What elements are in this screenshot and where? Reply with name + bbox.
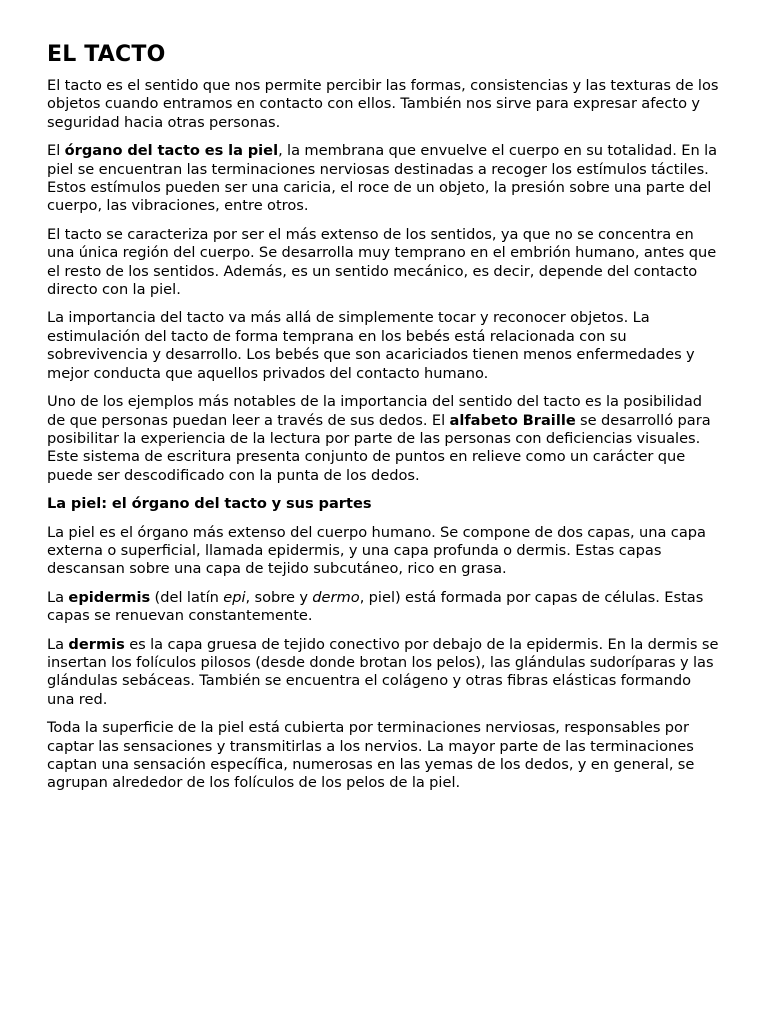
paragraph-organ (47, 142, 721, 216)
paragraph-epidermis (47, 589, 721, 626)
paragraph-nerve-endings (47, 719, 721, 793)
paragraph-organ-pre: El (47, 142, 65, 160)
paragraph-epidermis-mid2: , sobre y (245, 588, 313, 606)
section-subheading-text: La piel: el órgano del tacto y sus partes (47, 495, 372, 513)
paragraph-organ-post: , la membrana que envuelve el cuerpo en su totalidad. En la piel se encuentran las terminaciones nerviosas destinadas a recoger los estímulos táctiles. Estos estímulos pueden ser una caricia, el roce de un objeto, la presión sobre una parte del cuerpo, las vibraciones, entre otros. (47, 142, 718, 215)
paragraph-epidermis-mid1: (del latín (150, 588, 224, 606)
paragraph-dermis-post: es la capa gruesa de tejido conectivo por debajo de la epidermis. En la dermis se insertan los folículos pilosos (desde donde brotan los pelos), las glándulas sudoríparas y las glándulas sebáceas. También se encuentra el colágeno y otras fibras elásticas formando una red. (47, 635, 719, 708)
paragraph-epidermis-italic-epi: epi (223, 588, 246, 606)
paragraph-intro (47, 77, 721, 132)
paragraph-importance-text: La importancia del tacto va más allá de simplemente tocar y reconocer objetos. La estimulación del tacto de forma temprana en los bebés está relacionada con su sobrevivencia y desarrollo. Los bebés que son acariciados tienen menos enfermedades y mejor conducta que aquellos privados del contacto humano. (47, 309, 695, 382)
paragraph-epidermis-pre: La (47, 588, 69, 606)
paragraph-epidermis-italic-dermo: dermo (312, 588, 360, 606)
paragraph-skin-layers-text: La piel es el órgano más extenso del cuerpo humano. Se compone de dos capas, una capa externa o superficial, llamada epidermis, y una capa profunda o dermis. Estas capas descansan sobre una capa de tejido subcutáneo, rico en grasa. (47, 523, 706, 578)
paragraph-braille-post: se desarrolló para posibilitar la experiencia de la lectura por parte de las personas con deficiencias visuales. Este sistema de escritura presenta conjunto de puntos en relieve como un carácter que puede ser descodificado con la punta de los dedos. (47, 411, 711, 484)
paragraph-dermis-bold: dermis (68, 635, 125, 653)
paragraph-importance (47, 309, 721, 383)
document-title: EL TACTO (47, 42, 166, 67)
section-subheading (47, 495, 721, 513)
paragraph-epidermis-post: , piel) está formada por capas de células. Estas capas se renuevan constantemente. (47, 588, 704, 625)
paragraph-dermis-pre: La (47, 635, 69, 653)
paragraph-braille-pre: Uno de los ejemplos más notables de la importancia del sentido del tacto es la posibilidad de que personas puedan leer a través de sus dedos. El (47, 393, 703, 429)
paragraph-characteristics-text: El tacto se caracteriza por ser el más extenso de los sentidos, ya que no se concentra en una única región del cuerpo. Se desarrolla muy temprano en el embrión humano, antes que el resto de los sentidos. Además, es un sentido mecánico, es decir, depende del contacto directo con la piel. (47, 225, 717, 299)
paragraph-epidermis-bold: epidermis (68, 588, 151, 606)
paragraph-characteristics (47, 226, 721, 300)
paragraph-nerve-endings-text: Toda la superficie de la piel está cubierta por terminaciones nerviosas, responsables por captar las sensaciones y transmitirlas a los nervios. La mayor parte de las terminaciones captan una sensación específica, numerosas en las yemas de los dedos, y en general, se agrupan alrededor de los folículos de los pelos de la piel. (47, 719, 695, 792)
paragraph-braille-bold: alfabeto Braille (449, 411, 576, 429)
paragraph-dermis (47, 636, 721, 710)
paragraph-skin-layers (47, 524, 721, 579)
paragraph-intro-text: El tacto es el sentido que nos permite percibir las formas, consistencias y las texturas de los objetos cuando entramos en contacto con ellos. También nos sirve para expresar afecto y seguridad hacia otras personas. (47, 77, 719, 131)
paragraph-organ-bold: órgano del tacto es la piel (64, 142, 279, 160)
paragraph-braille (47, 393, 721, 485)
